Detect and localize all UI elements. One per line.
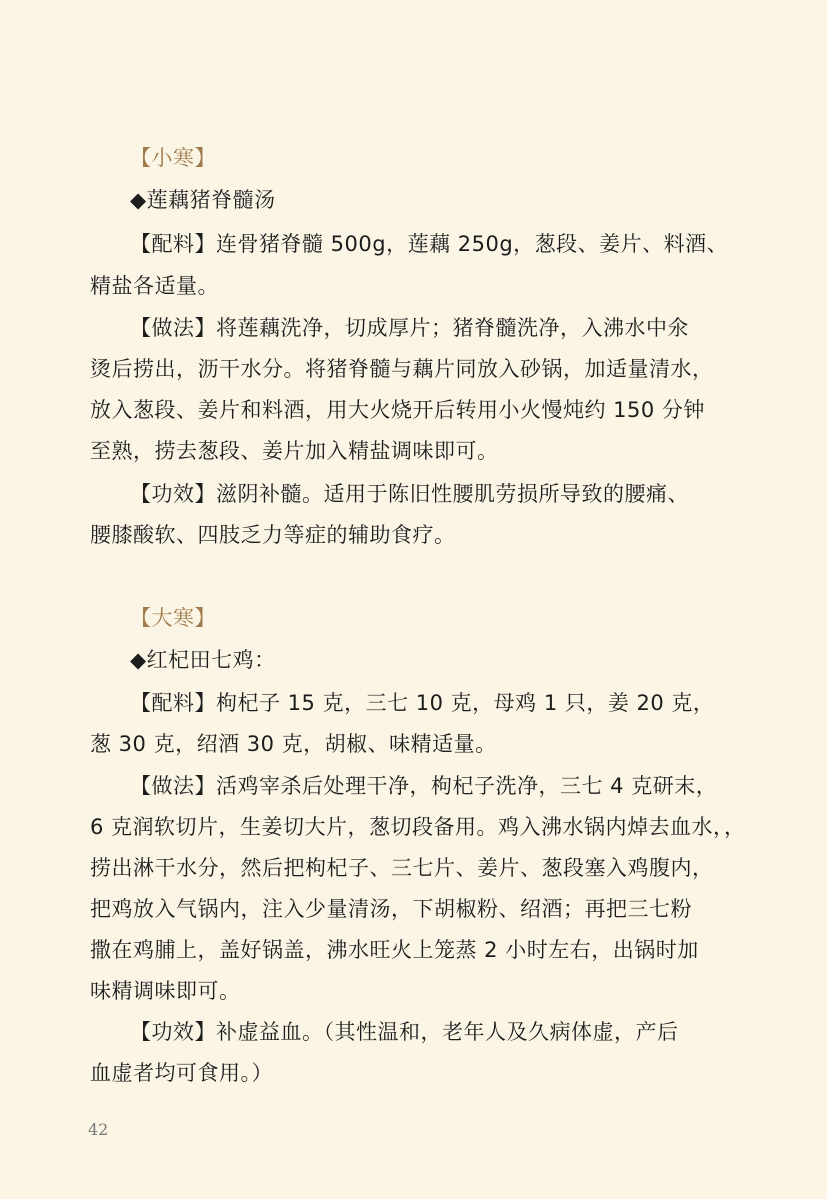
ingredients-line: 【配料】枸杞子 15 克，三七 10 克，母鸡 1 只，姜 20 克， (130, 691, 715, 715)
ingredients-line: 葱 30 克，绍酒 30 克，胡椒、味精适量。 (90, 732, 497, 756)
dish-title: ◆莲藕猪脊髓汤 (130, 188, 276, 212)
method-line: 捞出淋干水分，然后把枸杞子、三七片、姜片、葱段塞入鸡腹内， (90, 856, 714, 880)
method-line: 【做法】活鸡宰杀后处理干净，枸杞子洗净，三七 4 克研末， (130, 774, 718, 798)
dish-title: ◆红杞田七鸡： (130, 648, 276, 672)
ingredients-line: 【配料】连骨猪脊髓 500g，莲藕 250g，葱段、姜片、料酒、 (130, 232, 729, 256)
effect-line: 【功效】补虚益血。（其性温和，老年人及久病体虚，产后 (130, 1020, 679, 1044)
method-line: 把鸡放入气锅内，注入少量清汤，下胡椒粉、绍酒；再把三七粉 (90, 897, 692, 921)
ingredients-line: 精盐各适量。 (90, 274, 219, 298)
page-number: 42 (88, 1120, 109, 1139)
method-line: 撒在鸡脯上，盖好锅盖，沸水旺火上笼蒸 2 小时左右，出锅时加 (90, 938, 699, 962)
method-line: 放入葱段、姜片和料酒，用大火烧开后转用小火慢炖约 150 分钟 (90, 398, 705, 422)
method-line: 烫后捞出，沥干水分。将猪脊髓与藕片同放入砂锅，加适量清水， (90, 357, 714, 381)
method-line: 6 克润软切片，生姜切大片，葱切段备用。鸡入沸水锅内焯去血水，， (90, 815, 746, 839)
effect-line: 【功效】滋阴补髓。适用于陈旧性腰肌劳损所导致的腰痛、 (130, 482, 689, 506)
effect-line: 腰膝酸软、四肢乏力等症的辅助食疗。 (90, 523, 456, 547)
method-line: 至熟，捞去葱段、姜片加入精盐调味即可。 (90, 439, 499, 463)
method-line: 【做法】将莲藕洗净，切成厚片；猪脊髓洗净，入沸水中氽 (130, 316, 689, 340)
effect-line: 血虚者均可食用。） (90, 1061, 273, 1085)
section-heading: 【小寒】 (130, 146, 216, 170)
section-heading: 【大寒】 (130, 606, 216, 630)
method-line: 味精调味即可。 (90, 979, 241, 1003)
